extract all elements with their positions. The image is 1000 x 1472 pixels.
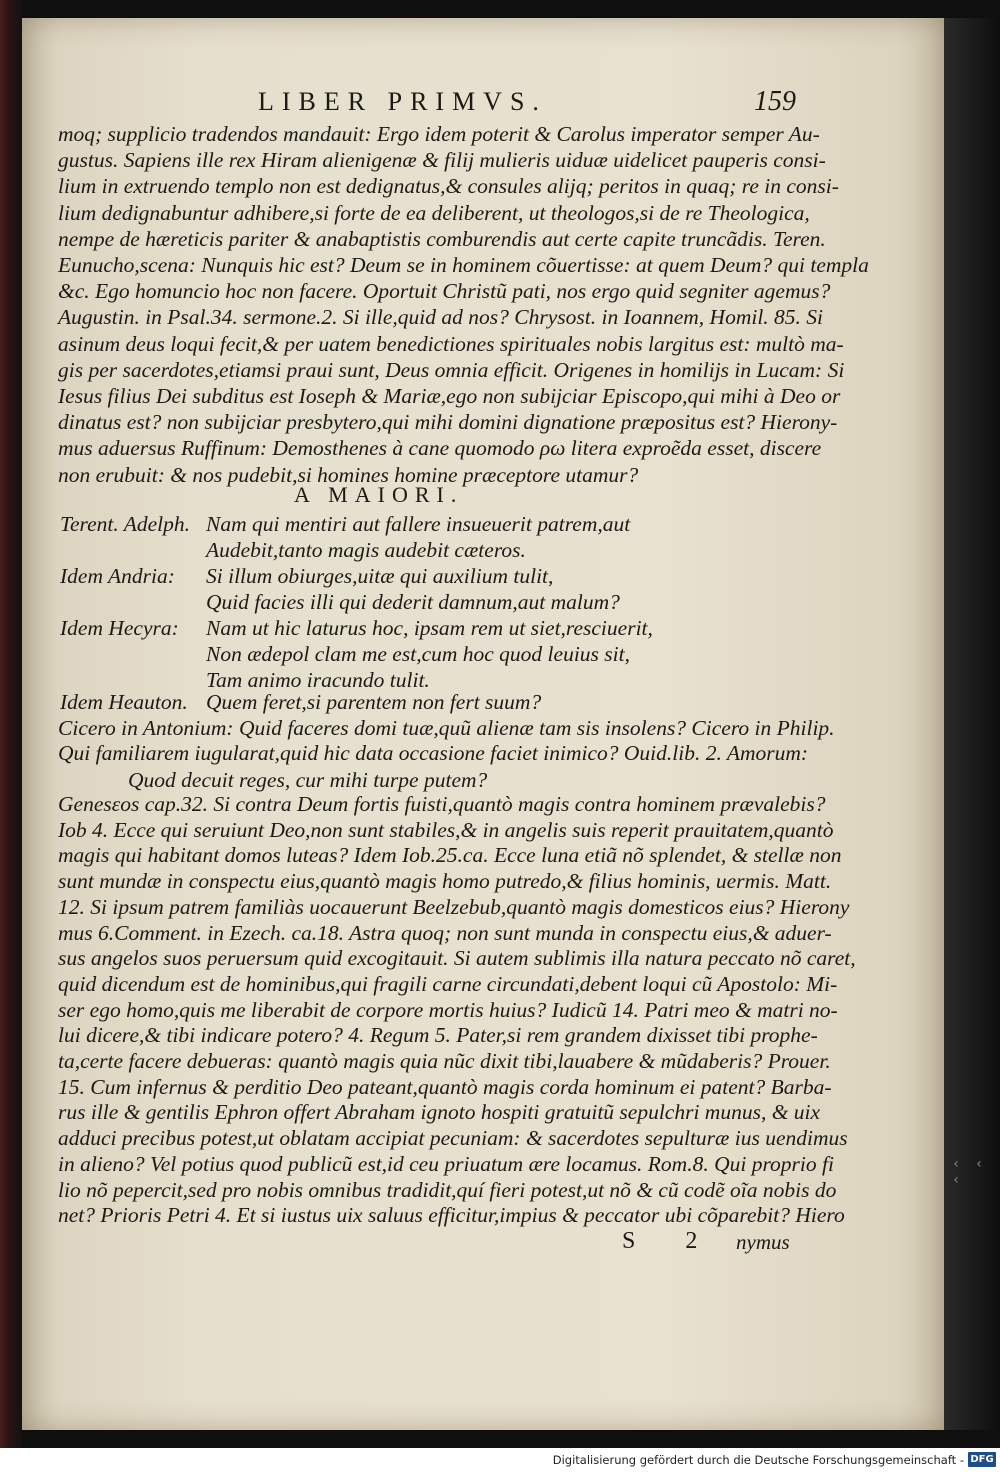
text-line: asinum deus loqui fecit,& per uatem benedictiones spirituales nobis largitus est: multò ma-	[58, 331, 844, 356]
verse-line: Tam animo iracundo tulit.	[206, 668, 430, 692]
verse-line: Nam ut hic laturus hoc, ipsam rem ut siet,resciuerit,	[206, 616, 653, 640]
text-line: net? Prioris Petri 4. Et si iustus uix saluus efficitur,impius & peccator ubi cõparebit? Hiero	[58, 1203, 845, 1228]
text-line: nempe de hæreticis pariter & anabaptistis comburendis aut certe capite truncãdis. Teren.	[58, 226, 826, 251]
text-line: magis qui habitant domos luteas? Idem Iob.25.ca. Ecce luna etiã nõ splendet, & stellæ non	[58, 843, 842, 868]
text-line: ta,certe facere debueras: quantò magis quia nũc dixit tibi,lauabere & mũdaberis? Prouer.	[58, 1049, 831, 1073]
text-line: Iob 4. Ecce qui seruiunt Deo,non sunt stabiles,& in angelis suis reperit prauitatem,quantò	[58, 817, 834, 842]
quote-source: Idem Heauton.	[60, 690, 188, 714]
text-line: lium dedignabuntur adhibere,si forte de ea deliberent, ut theologos,si de re Theologica,	[58, 200, 810, 225]
text-line: 15. Cum infernus & perditio Deo pateant,quantò magis corda hominum ei patent? Barba-	[58, 1074, 832, 1099]
text-line: sunt mundæ in conspectu eius,quantò magis homo putredo,& filius hominis, uermis. Matt.	[58, 869, 832, 894]
text-line: lium in extruendo templo non est dedignatus,& consules alijq; peritos in quaq; re in consi-	[58, 174, 839, 199]
text-line: Augustin. in Psal.34. sermone.2. Si ille,quid ad nos? Chrysost. in Ioannem, Homil. 85. Si	[58, 305, 824, 330]
quote-source: Idem Andria:	[60, 564, 175, 588]
dfg-logo: DFG	[968, 1452, 996, 1467]
running-head: LIBER PRIMVS.	[258, 87, 547, 116]
text-line: ser ego homo,quis me liberabit de corpore mortis huius? Iudicũ 14. Patri meo & matri no-	[58, 997, 838, 1022]
text-line: Qui familiarem iugularat,quid hic data occasione faciet inimico? Ouid.lib. 2. Amorum:	[58, 741, 809, 765]
page-number: 159	[754, 86, 796, 117]
funding-credit: Digitalisierung gefördert durch die Deutsche Forschungsgemeinschaft -	[552, 1453, 964, 1467]
text-line: moq; supplicio tradendos mandauit: Ergo idem poterit & Carolus imperator semper Au-	[58, 122, 820, 146]
verse-line: Quem feret,si parentem non fert suum?	[206, 690, 542, 714]
text-line: dinatus est? non subijciar presbytero,qui mihi domini dignatione præpositus est? Hierony-	[58, 410, 838, 435]
footer-bar	[0, 1448, 1000, 1472]
quote-source: Terent. Adelph.	[60, 512, 190, 536]
text-line: 12. Si ipsum patrem familiàs uocauerunt Beelzebub,quantò magis domesticos eius? Hierony	[58, 894, 850, 919]
text-line: Iesus filius Dei subditus est Ioseph & Mariæ,ego non subijciar Episcopo,qui mihi à Deo or	[58, 384, 841, 408]
text-line: &c. Ego homuncio hoc non facere. Oportuit Christũ pati, nos ergo quid segniter agemus?	[58, 279, 831, 304]
verse-line: Nam qui mentiri aut fallere insueuerit patrem,aut	[206, 512, 631, 536]
text-line: in alieno? Vel potius quod publicũ est,id ceu priuatum ære locamus. Rom.8. Qui proprio fi	[58, 1151, 834, 1176]
text-line: sus angelos suos peruersum quid excogitauit. Si autem sublimis illa natura peccato nõ caret,	[58, 946, 856, 971]
text-line: lio nõ pepercit,sed pro nobis omnibus tradidit,quí fieri potest,ut nõ & cũ codẽ oĩa nobis do	[58, 1177, 837, 1202]
verse-line: Quid facies illi qui dederit damnum,aut malum?	[206, 590, 620, 614]
text-line: lui dicere,& tibi indicare potero? 4. Regum 5. Pater,si rem grandem dixisset tibi prophe-	[58, 1023, 818, 1048]
signature-mark: S 2	[622, 1228, 720, 1254]
ovid-verse: Quod decuit reges, cur mihi turpe putem?	[128, 768, 488, 792]
verse-line: Si illum obiurges,uitæ qui auxilium tulit,	[206, 564, 554, 588]
text-line: Genesεos cap.32. Si contra Deum fortis fuisti,quantò magis contra hominem prævalebis?	[58, 792, 826, 816]
text-line: mus 6.Comment. in Ezech. ca.18. Astra quoq; non sunt munda in conspectu eius,& aduer-	[58, 920, 832, 945]
margin-marks: ‹ ‹ ‹	[952, 1156, 987, 1188]
quote-source: Idem Hecyra:	[60, 616, 179, 640]
page-shadow	[944, 18, 1000, 1430]
book-edge	[0, 0, 22, 1448]
section-heading: A MAIORI.	[294, 482, 464, 507]
catchword: nymus	[736, 1230, 790, 1254]
text-line: gis per sacerdotes,etiamsi praui sunt, Deus omnia efficit. Origenes in homilijs in Lucam: Si	[58, 357, 845, 382]
text-line: mus aduersus Ruffinum: Demosthenes à cane quomodo ρω litera exproẽda esset, discere	[58, 436, 822, 461]
text-line: quid dicendum est de hominibus,qui fragili carne circundati,debent loqui cũ Apostolo: Mi-	[58, 971, 838, 996]
text-line: gustus. Sapiens ille rex Hiram alienigenæ & filij mulieris uiduæ uidelicet pauperis consi-	[58, 148, 826, 173]
text-line: Eunucho,scena: Nunquis hic est? Deum se in hominem cõuertisse: at quem Deum? qui templa	[58, 253, 869, 277]
verse-line: Audebit,tanto magis audebit cæteros.	[206, 538, 526, 562]
text-line: non erubuit: & nos pudebit,si homines homine præceptore utamur?	[58, 462, 639, 487]
text-line: adduci precibus potest,ut oblatam accipiat pecuniam: & sacerdotes sepulturæ ius uendimus	[58, 1126, 848, 1151]
verse-line: Non ædepol clam me est,cum hoc quod leuius sit,	[206, 642, 630, 666]
text-line: rus ille & gentilis Ephron offert Abraham ignoto hospiti gratuitũ sepulchri munus, & uix	[58, 1100, 821, 1125]
text-line: Cicero in Antonium: Quid faceres domi tuæ,quũ alienæ tam sis insolens? Cicero in Philip.	[58, 716, 835, 740]
